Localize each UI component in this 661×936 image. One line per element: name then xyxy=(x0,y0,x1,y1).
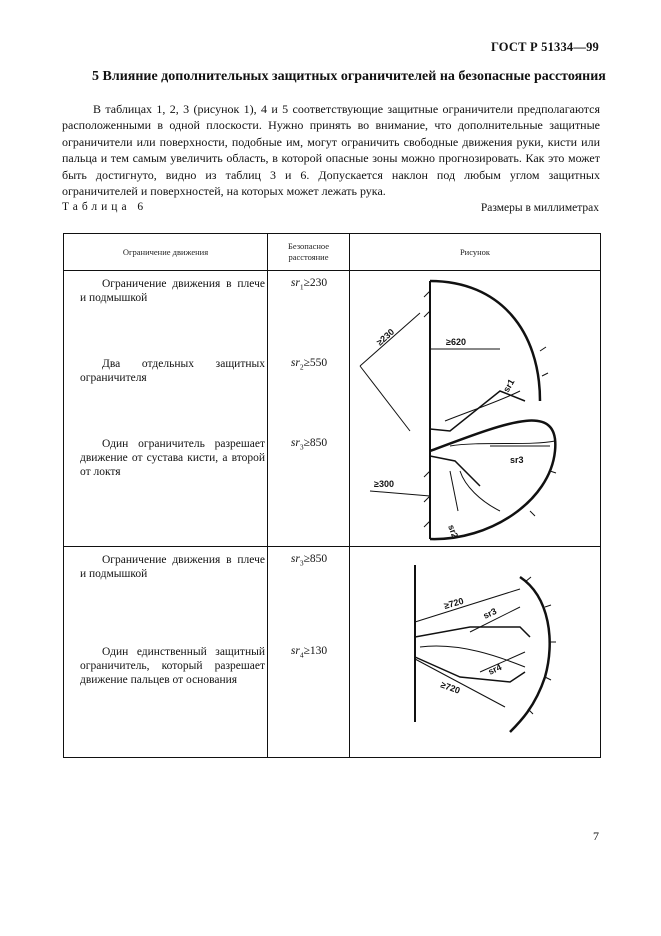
standard-number: ГОСТ Р 51334—99 xyxy=(490,40,599,54)
dimension-label-c: ≥300 xyxy=(374,479,394,489)
figure1-label-sr2: sr2 xyxy=(446,523,461,540)
table-6 xyxy=(63,233,601,758)
restriction-text-2: Два отдельных защитных ограничителя xyxy=(80,358,265,384)
section-heading: 5 Влияние дополнительных защитных ограничителей на безопасные расстояния xyxy=(92,69,606,84)
distance-value-4: $sr_3\ge 850$ xyxy=(290,553,328,568)
dimension-label-a: ≥720 xyxy=(442,595,465,611)
distance-cell xyxy=(268,271,350,547)
dimension-label-b: ≥720 xyxy=(439,679,462,696)
restriction-text-4: Ограничение движения в плече и подмышкой xyxy=(80,554,265,580)
figure-cell-2 xyxy=(350,547,601,758)
section-paragraph: В таблицах 1, 2, 3 (рисунок 1), 4 и 5 соответствующие защитные ограничители предполагаются расположенными в одной плоскости. Нужно принять во внимание, что дополнительные защитные ограничители или поверхности, подобные им, могут ограничить свободные движения руки, кисти или пальца и тем самым увеличить область, в которой опасные зоны можно прогнозировать. Как это может быть достигнуто, видно из таблиц 3 и 6. Допускается наклон под любым углом защитных ограничителей и поверхностей, на которых может лежать рука. xyxy=(62,102,600,199)
column-header-restriction: Ограничение движения xyxy=(64,234,268,271)
restriction-cell xyxy=(64,547,268,758)
table-row xyxy=(64,271,601,547)
dimension-label-a: ≥230 xyxy=(374,326,397,348)
restriction-cell xyxy=(64,271,268,547)
figure2-label-sr4: sr4 xyxy=(486,662,504,677)
table-header-row xyxy=(64,234,601,271)
column-header-distance: Безопасное расстояние xyxy=(268,234,350,271)
figure1-label-sr3: sr3 xyxy=(510,455,524,465)
table-units: Размеры в миллиметрах xyxy=(480,202,599,214)
figure-cell-1 xyxy=(350,271,601,547)
table-row xyxy=(64,547,601,758)
dimension-label-b: ≥620 xyxy=(446,337,466,347)
page-number: 7 xyxy=(593,829,599,843)
arm-reach-diagram-1 xyxy=(350,271,600,541)
figure1-label-sr1: sr1 xyxy=(501,377,517,394)
restriction-text-5: Один единственный защитный ограничитель, который разрешает движение пальцев от основания xyxy=(80,646,265,686)
distance-value-5: $sr_4\ge 130$ xyxy=(290,645,328,660)
arm-reach-diagram-2 xyxy=(350,547,600,752)
distance-cell xyxy=(268,547,350,758)
distance-value-3: $sr_3\ge 850$ xyxy=(290,437,328,452)
restriction-text-3: Один ограничитель разрешает движение от сустава кисти, а второй от локтя xyxy=(80,438,265,478)
column-header-figure: Рисунок xyxy=(350,234,601,271)
figure2-label-sr3: sr3 xyxy=(481,606,499,621)
restriction-text-1: Ограничение движения в плече и подмышкой xyxy=(80,278,265,304)
distance-value-2: $sr_2\ge 550$ xyxy=(290,357,328,372)
distance-value-1: $sr_1\ge 230$ xyxy=(290,277,328,292)
table-caption: Таблица 6 xyxy=(62,201,148,213)
